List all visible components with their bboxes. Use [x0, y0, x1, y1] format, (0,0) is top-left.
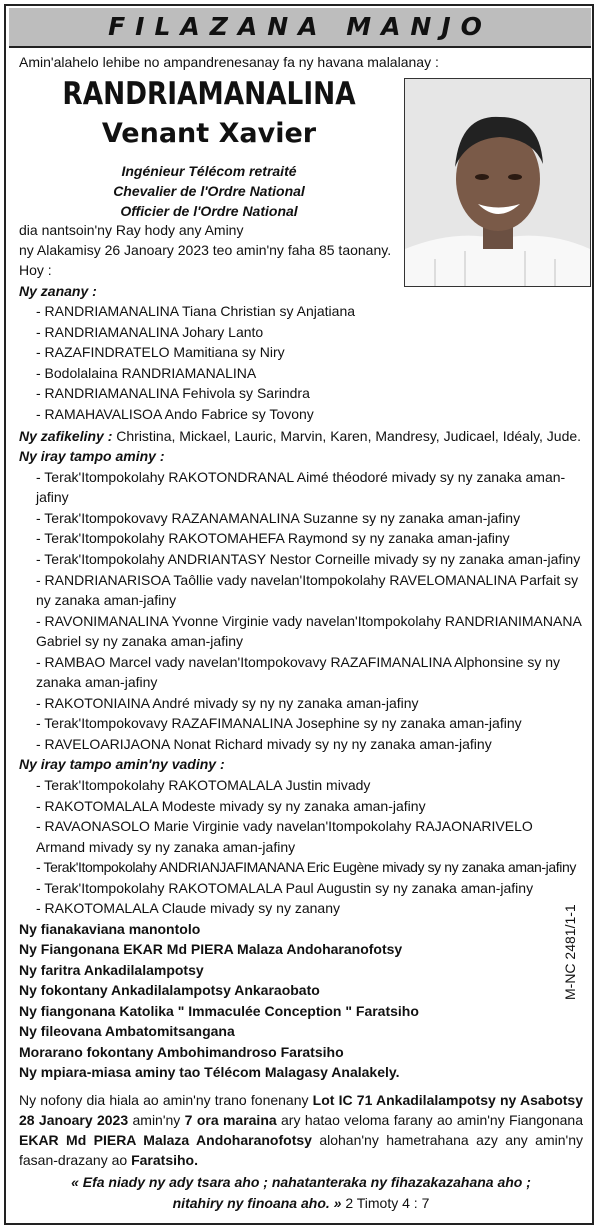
deceased-given-name: Venant Xavier	[101, 118, 317, 149]
death-line: Hoy :	[19, 262, 52, 278]
community-line: Ny fiangonana Katolika " Immaculée Conception " Faratsiho	[19, 1003, 419, 1019]
list-item: - RANDRIAMANALINA Fehivola sy Sarindra	[36, 385, 310, 401]
list-item-continuation: zanaka aman-jafiny	[36, 674, 158, 690]
list-item-continuation: jafiny	[36, 489, 69, 505]
list-item: - RAKOTOMALALA Claude mivady sy ny zanany	[36, 900, 340, 916]
list-item: - Terak'Itompokolahy ANDRIANTASY Nestor Corneille mivady sy ny zanaka aman-jafiny	[36, 551, 581, 567]
funeral-paragraph: Ny nofony dia hiala ao amin'ny trano fonenany Lot IC 71 Ankadilalampotsy ny Asabotsy 28 Janoary 2023 amin'ny 7 ora maraina ary hatao veloma farany ao amin'ny Fiangonana EKAR Md PIERA Malaza Andoharanofotsy alohan'ny hametrahana azy any amin'ny fasan-drazany ao Faratsiho.	[19, 1092, 583, 1168]
bible-verse-line-2: nitahiry ny finoana aho. » 2 Timoty 4 : 7	[172, 1195, 430, 1211]
intro-text: Amin'alahelo lehibe no ampandrenesanay fa ny havana malalanay :	[19, 54, 439, 70]
section-heading-tampo-vadiny: Ny iray tampo amin'ny vadiny :	[19, 756, 225, 772]
list-item: - RAZAFINDRATELO Mamitiana sy Niry	[36, 344, 285, 360]
grandchildren-line	[19, 427, 581, 445]
bible-verse-line-1: « Efa niady ny ady tsara aho ; nahatanteraka ny fihazakazahana aho ;	[71, 1174, 531, 1190]
list-item: - Terak'Itompokovavy RAZANAMANALINA Suzanne sy ny zanaka aman-jafiny	[36, 510, 521, 526]
list-item: - RAKOTOMALALA Modeste mivady sy ny zanaka aman-jafiny	[36, 798, 426, 814]
community-line: Ny mpiara-miasa aminy tao Télécom Malagasy Analakely.	[19, 1064, 400, 1080]
list-item: - RAVONIMANALINA Yvonne Virginie vady navelan'Itompokolahy RANDRIANIMANANA	[36, 613, 582, 629]
list-item: - Terak'Itompokovavy RAZAFIMANALINA Josephine sy ny zanaka aman-jafiny	[36, 715, 522, 731]
list-item: - Terak'Itompokolahy ANDRIANJAFIMANANA Eric Eugène mivady sy ny zanaka aman-jafiny	[36, 859, 576, 875]
community-line: Ny fianakaviana manontolo	[19, 921, 201, 937]
list-item-continuation: ny zanaka aman-jafiny	[36, 592, 177, 608]
list-item: - Terak'Itompokolahy RAKOTOMAHEFA Raymond sy ny zanaka aman-jafiny	[36, 530, 510, 546]
title-line: Chevalier de l'Ordre National	[113, 183, 305, 199]
grandchildren-names: Christina, Mickael, Lauric, Marvin, Karen, Mandresy, Judicael, Idéaly, Jude.	[112, 428, 582, 444]
list-item-continuation: Armand mivady sy ny zanaka aman-jafiny	[36, 839, 296, 855]
community-line: Ny faritra Ankadilalampotsy	[19, 962, 204, 978]
list-item: - RAKOTONIAINA André mivady sy ny ny zanaka aman-jafiny	[36, 695, 419, 711]
list-item: - Terak'Itompokolahy RAKOTONDRANAL Aimé théodoré mivady sy ny zanaka aman-	[36, 469, 566, 485]
section-heading-zafikeliny: Ny zafikeliny :	[19, 428, 113, 444]
notice-title: FILAZANA MANJO	[108, 12, 492, 41]
deceased-surname: RANDRIAMANALINA	[62, 76, 356, 112]
list-item: - RAVELOARIJAONA Nonat Richard mivady sy ny ny zanaka aman-jafiny	[36, 736, 492, 752]
list-item-continuation: Gabriel sy ny zanaka aman-jafiny	[36, 633, 243, 649]
title-line: Ingénieur Télécom retraité	[121, 163, 297, 179]
death-line: dia nantsoin'ny Ray hody any Aminy	[19, 222, 244, 238]
list-item: - RANDRIANARISOA Taôllie vady navelan'Itompokolahy RAVELOMANALINA Parfait sy	[36, 572, 579, 588]
title-line: Officier de l'Ordre National	[120, 203, 298, 219]
list-item: - RANDRIAMANALINA Tiana Christian sy Anjatiana	[36, 303, 356, 319]
reference-code: M-NC 2481/1-1	[562, 904, 578, 1000]
section-heading-tampo-aminy: Ny iray tampo aminy :	[19, 448, 165, 464]
section-heading-zanany: Ny zanany :	[19, 283, 97, 299]
header-banner	[9, 8, 591, 48]
community-line: Morarano fokontany Ambohimandroso Faratsiho	[19, 1044, 344, 1060]
list-item: - Terak'Itompokolahy RAKOTOMALALA Paul Augustin sy ny zanaka aman-jafiny	[36, 880, 534, 896]
list-item: - Terak'Itompokolahy RAKOTOMALALA Justin mivady	[36, 777, 371, 793]
community-line: Ny fileovana Ambatomitsangana	[19, 1023, 235, 1039]
list-item: - RAVAONASOLO Marie Virginie vady navelan'Itompokolahy RAJAONARIVELO	[36, 818, 533, 834]
portrait-photo	[404, 78, 591, 287]
list-item: - Bodolalaina RANDRIAMANALINA	[36, 365, 257, 381]
community-line: Ny fokontany Ankadilalampotsy Ankaraobato	[19, 982, 320, 998]
list-item: - RAMAHAVALISOA Ando Fabrice sy Tovony	[36, 406, 314, 422]
list-item: - RANDRIAMANALINA Johary Lanto	[36, 324, 264, 340]
community-line: Ny Fiangonana EKAR Md PIERA Malaza Andoharanofotsy	[19, 941, 403, 957]
death-line: ny Alakamisy 26 Janoary 2023 teo amin'ny faha 85 taonany.	[19, 242, 392, 258]
list-item: - RAMBAO Marcel vady navelan'Itompokovavy RAZAFIMANALINA Alphonsine sy ny	[36, 654, 560, 670]
